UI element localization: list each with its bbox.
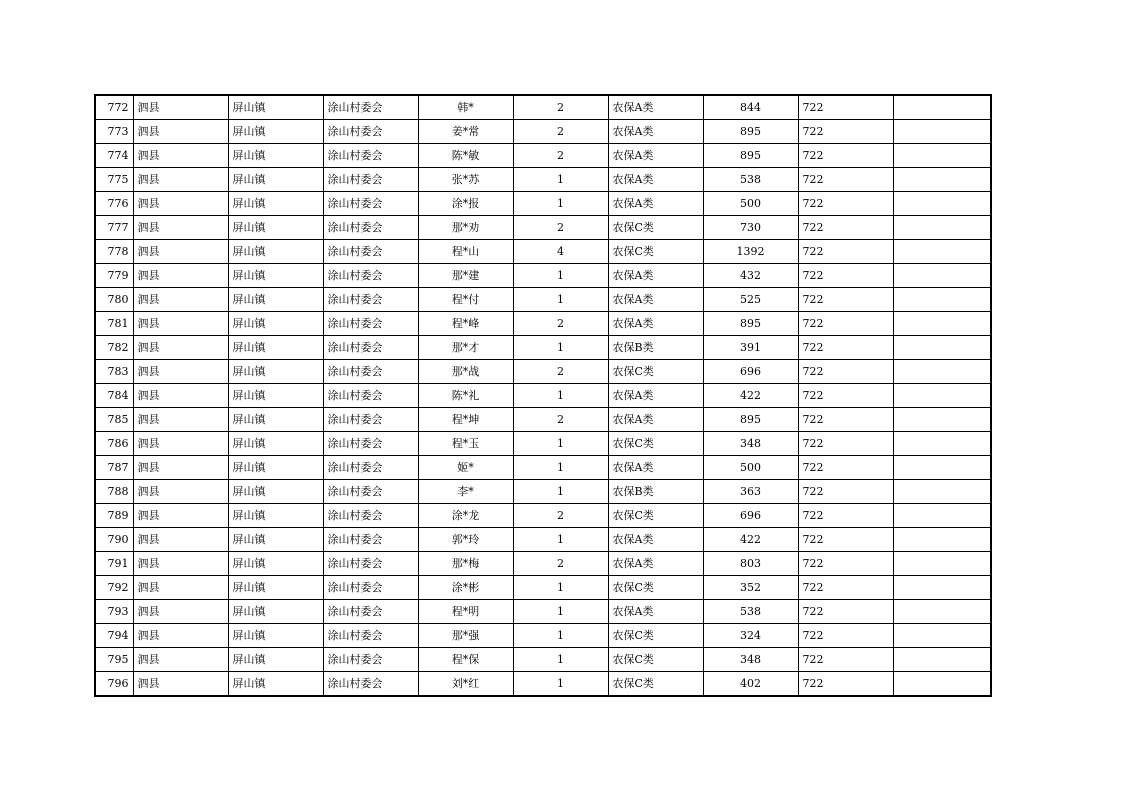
cell-village: 涂山村委会 <box>323 432 418 456</box>
cell-town: 屏山镇 <box>228 480 323 504</box>
cell-standard: 722 <box>798 216 893 240</box>
cell-category: 农保C类 <box>608 672 703 697</box>
cell-amount: 803 <box>703 552 798 576</box>
cell-name: 涂*彬 <box>418 576 513 600</box>
cell-village: 涂山村委会 <box>323 120 418 144</box>
cell-category: 农保A类 <box>608 192 703 216</box>
cell-county: 泗县 <box>133 480 228 504</box>
cell-county: 泗县 <box>133 95 228 120</box>
cell-amount: 402 <box>703 672 798 697</box>
cell-village: 涂山村委会 <box>323 408 418 432</box>
table-row <box>95 480 991 504</box>
cell-county: 泗县 <box>133 408 228 432</box>
cell-town: 屏山镇 <box>228 312 323 336</box>
cell-county: 泗县 <box>133 336 228 360</box>
cell-category: 农保A类 <box>608 120 703 144</box>
cell-standard: 722 <box>798 648 893 672</box>
cell-name: 那*才 <box>418 336 513 360</box>
cell-index: 792 <box>95 576 133 600</box>
table-row <box>95 144 991 168</box>
cell-county: 泗县 <box>133 120 228 144</box>
cell-name: 程*明 <box>418 600 513 624</box>
table-row <box>95 360 991 384</box>
cell-index: 772 <box>95 95 133 120</box>
cell-household-count: 1 <box>513 192 608 216</box>
cell-index: 782 <box>95 336 133 360</box>
cell-household-count: 1 <box>513 432 608 456</box>
cell-amount: 895 <box>703 120 798 144</box>
cell-index: 781 <box>95 312 133 336</box>
cell-household-count: 1 <box>513 624 608 648</box>
cell-standard: 722 <box>798 120 893 144</box>
cell-household-count: 1 <box>513 264 608 288</box>
cell-household-count: 1 <box>513 528 608 552</box>
cell-standard: 722 <box>798 504 893 528</box>
table-row <box>95 432 991 456</box>
cell-county: 泗县 <box>133 360 228 384</box>
cell-amount: 730 <box>703 216 798 240</box>
cell-household-count: 2 <box>513 504 608 528</box>
cell-category: 农保C类 <box>608 576 703 600</box>
cell-index: 789 <box>95 504 133 528</box>
cell-index: 796 <box>95 672 133 697</box>
cell-name: 程*保 <box>418 648 513 672</box>
cell-index: 795 <box>95 648 133 672</box>
cell-village: 涂山村委会 <box>323 624 418 648</box>
cell-name: 涂*龙 <box>418 504 513 528</box>
table-row <box>95 648 991 672</box>
cell-village: 涂山村委会 <box>323 288 418 312</box>
cell-household-count: 1 <box>513 288 608 312</box>
cell-county: 泗县 <box>133 312 228 336</box>
cell-county: 泗县 <box>133 552 228 576</box>
cell-amount: 422 <box>703 528 798 552</box>
cell-household-count: 1 <box>513 672 608 697</box>
cell-village: 涂山村委会 <box>323 528 418 552</box>
cell-category: 农保A类 <box>608 552 703 576</box>
table-row <box>95 384 991 408</box>
cell-town: 屏山镇 <box>228 384 323 408</box>
cell-village: 涂山村委会 <box>323 168 418 192</box>
cell-town: 屏山镇 <box>228 528 323 552</box>
cell-note <box>893 408 991 432</box>
cell-town: 屏山镇 <box>228 336 323 360</box>
cell-category: 农保A类 <box>608 456 703 480</box>
cell-note <box>893 456 991 480</box>
cell-county: 泗县 <box>133 192 228 216</box>
cell-standard: 722 <box>798 672 893 697</box>
cell-village: 涂山村委会 <box>323 576 418 600</box>
cell-county: 泗县 <box>133 264 228 288</box>
table-row <box>95 552 991 576</box>
cell-household-count: 2 <box>513 95 608 120</box>
table-row <box>95 120 991 144</box>
cell-note <box>893 240 991 264</box>
cell-index: 778 <box>95 240 133 264</box>
cell-household-count: 2 <box>513 216 608 240</box>
cell-note <box>893 384 991 408</box>
cell-index: 785 <box>95 408 133 432</box>
cell-note <box>893 120 991 144</box>
cell-county: 泗县 <box>133 288 228 312</box>
cell-amount: 432 <box>703 264 798 288</box>
cell-amount: 696 <box>703 504 798 528</box>
cell-index: 791 <box>95 552 133 576</box>
cell-town: 屏山镇 <box>228 648 323 672</box>
cell-category: 农保A类 <box>608 264 703 288</box>
cell-name: 刘*红 <box>418 672 513 697</box>
cell-county: 泗县 <box>133 456 228 480</box>
cell-note <box>893 288 991 312</box>
cell-name: 那*梅 <box>418 552 513 576</box>
cell-town: 屏山镇 <box>228 672 323 697</box>
cell-name: 姜*常 <box>418 120 513 144</box>
cell-category: 农保A类 <box>608 95 703 120</box>
cell-amount: 391 <box>703 336 798 360</box>
cell-standard: 722 <box>798 240 893 264</box>
cell-note <box>893 576 991 600</box>
cell-category: 农保A类 <box>608 384 703 408</box>
cell-standard: 722 <box>798 336 893 360</box>
cell-amount: 352 <box>703 576 798 600</box>
cell-household-count: 1 <box>513 336 608 360</box>
table-row <box>95 312 991 336</box>
cell-category: 农保C类 <box>608 432 703 456</box>
cell-name: 姬* <box>418 456 513 480</box>
cell-index: 784 <box>95 384 133 408</box>
cell-amount: 348 <box>703 648 798 672</box>
cell-standard: 722 <box>798 600 893 624</box>
cell-standard: 722 <box>798 528 893 552</box>
cell-standard: 722 <box>798 432 893 456</box>
cell-standard: 722 <box>798 168 893 192</box>
cell-index: 794 <box>95 624 133 648</box>
cell-index: 779 <box>95 264 133 288</box>
cell-household-count: 1 <box>513 480 608 504</box>
cell-note <box>893 480 991 504</box>
cell-household-count: 2 <box>513 408 608 432</box>
cell-household-count: 4 <box>513 240 608 264</box>
cell-town: 屏山镇 <box>228 120 323 144</box>
cell-standard: 722 <box>798 624 893 648</box>
cell-name: 韩* <box>418 95 513 120</box>
cell-note <box>893 504 991 528</box>
cell-standard: 722 <box>798 480 893 504</box>
cell-category: 农保A类 <box>608 528 703 552</box>
cell-name: 程*坤 <box>418 408 513 432</box>
cell-name: 那*建 <box>418 264 513 288</box>
cell-household-count: 2 <box>513 360 608 384</box>
cell-name: 程*付 <box>418 288 513 312</box>
table-row <box>95 528 991 552</box>
cell-name: 陈*敏 <box>418 144 513 168</box>
cell-category: 农保A类 <box>608 408 703 432</box>
cell-amount: 500 <box>703 456 798 480</box>
cell-index: 788 <box>95 480 133 504</box>
cell-standard: 722 <box>798 144 893 168</box>
table-row <box>95 240 991 264</box>
table-row <box>95 288 991 312</box>
cell-amount: 422 <box>703 384 798 408</box>
cell-category: 农保C类 <box>608 216 703 240</box>
cell-name: 程*峰 <box>418 312 513 336</box>
cell-note <box>893 168 991 192</box>
cell-index: 780 <box>95 288 133 312</box>
cell-town: 屏山镇 <box>228 216 323 240</box>
table-row <box>95 576 991 600</box>
cell-note <box>893 648 991 672</box>
cell-name: 涂*报 <box>418 192 513 216</box>
cell-town: 屏山镇 <box>228 504 323 528</box>
cell-index: 776 <box>95 192 133 216</box>
cell-town: 屏山镇 <box>228 576 323 600</box>
cell-standard: 722 <box>798 264 893 288</box>
cell-village: 涂山村委会 <box>323 504 418 528</box>
cell-index: 790 <box>95 528 133 552</box>
cell-village: 涂山村委会 <box>323 264 418 288</box>
cell-county: 泗县 <box>133 672 228 697</box>
cell-town: 屏山镇 <box>228 624 323 648</box>
cell-town: 屏山镇 <box>228 192 323 216</box>
cell-note <box>893 312 991 336</box>
cell-standard: 722 <box>798 288 893 312</box>
table-body <box>95 95 991 696</box>
cell-village: 涂山村委会 <box>323 552 418 576</box>
cell-village: 涂山村委会 <box>323 216 418 240</box>
cell-note <box>893 552 991 576</box>
cell-county: 泗县 <box>133 624 228 648</box>
cell-village: 涂山村委会 <box>323 600 418 624</box>
cell-household-count: 2 <box>513 144 608 168</box>
cell-index: 775 <box>95 168 133 192</box>
cell-village: 涂山村委会 <box>323 672 418 697</box>
cell-amount: 844 <box>703 95 798 120</box>
cell-note <box>893 192 991 216</box>
cell-town: 屏山镇 <box>228 432 323 456</box>
cell-standard: 722 <box>798 552 893 576</box>
cell-category: 农保B类 <box>608 336 703 360</box>
cell-village: 涂山村委会 <box>323 192 418 216</box>
cell-household-count: 2 <box>513 312 608 336</box>
cell-household-count: 1 <box>513 576 608 600</box>
cell-index: 783 <box>95 360 133 384</box>
table-row <box>95 216 991 240</box>
cell-name: 那*战 <box>418 360 513 384</box>
cell-category: 农保C类 <box>608 648 703 672</box>
cell-category: 农保A类 <box>608 288 703 312</box>
cell-category: 农保C类 <box>608 504 703 528</box>
cell-name: 那*强 <box>418 624 513 648</box>
cell-village: 涂山村委会 <box>323 336 418 360</box>
cell-town: 屏山镇 <box>228 95 323 120</box>
cell-name: 程*山 <box>418 240 513 264</box>
cell-household-count: 1 <box>513 648 608 672</box>
cell-note <box>893 336 991 360</box>
cell-county: 泗县 <box>133 432 228 456</box>
cell-index: 793 <box>95 600 133 624</box>
cell-standard: 722 <box>798 360 893 384</box>
cell-town: 屏山镇 <box>228 240 323 264</box>
cell-county: 泗县 <box>133 528 228 552</box>
cell-note <box>893 144 991 168</box>
cell-category: 农保A类 <box>608 144 703 168</box>
cell-name: 那*劝 <box>418 216 513 240</box>
cell-name: 张*苏 <box>418 168 513 192</box>
cell-village: 涂山村委会 <box>323 384 418 408</box>
cell-county: 泗县 <box>133 600 228 624</box>
cell-standard: 722 <box>798 384 893 408</box>
cell-county: 泗县 <box>133 648 228 672</box>
cell-note <box>893 95 991 120</box>
cell-amount: 895 <box>703 312 798 336</box>
cell-standard: 722 <box>798 312 893 336</box>
table-row <box>95 95 991 120</box>
cell-standard: 722 <box>798 576 893 600</box>
cell-village: 涂山村委会 <box>323 312 418 336</box>
table-row <box>95 408 991 432</box>
cell-category: 农保C类 <box>608 240 703 264</box>
cell-note <box>893 432 991 456</box>
cell-name: 程*玉 <box>418 432 513 456</box>
cell-amount: 525 <box>703 288 798 312</box>
cell-standard: 722 <box>798 456 893 480</box>
cell-village: 涂山村委会 <box>323 456 418 480</box>
cell-index: 773 <box>95 120 133 144</box>
cell-amount: 500 <box>703 192 798 216</box>
cell-county: 泗县 <box>133 216 228 240</box>
cell-note <box>893 216 991 240</box>
cell-town: 屏山镇 <box>228 144 323 168</box>
table-row <box>95 600 991 624</box>
cell-name: 李* <box>418 480 513 504</box>
cell-standard: 722 <box>798 192 893 216</box>
cell-town: 屏山镇 <box>228 168 323 192</box>
table-row <box>95 192 991 216</box>
cell-standard: 722 <box>798 95 893 120</box>
cell-amount: 538 <box>703 600 798 624</box>
cell-household-count: 2 <box>513 120 608 144</box>
cell-category: 农保A类 <box>608 600 703 624</box>
cell-town: 屏山镇 <box>228 552 323 576</box>
table-row <box>95 336 991 360</box>
cell-category: 农保B类 <box>608 480 703 504</box>
data-table <box>94 94 992 697</box>
table-row <box>95 504 991 528</box>
cell-town: 屏山镇 <box>228 360 323 384</box>
cell-note <box>893 360 991 384</box>
cell-village: 涂山村委会 <box>323 480 418 504</box>
table-row <box>95 264 991 288</box>
cell-amount: 348 <box>703 432 798 456</box>
cell-village: 涂山村委会 <box>323 360 418 384</box>
cell-village: 涂山村委会 <box>323 240 418 264</box>
cell-village: 涂山村委会 <box>323 648 418 672</box>
cell-standard: 722 <box>798 408 893 432</box>
cell-village: 涂山村委会 <box>323 144 418 168</box>
cell-index: 774 <box>95 144 133 168</box>
cell-name: 郭*玲 <box>418 528 513 552</box>
cell-index: 777 <box>95 216 133 240</box>
cell-county: 泗县 <box>133 144 228 168</box>
cell-county: 泗县 <box>133 504 228 528</box>
cell-county: 泗县 <box>133 168 228 192</box>
cell-county: 泗县 <box>133 576 228 600</box>
cell-name: 陈*礼 <box>418 384 513 408</box>
table-row <box>95 624 991 648</box>
cell-category: 农保C类 <box>608 624 703 648</box>
cell-county: 泗县 <box>133 240 228 264</box>
cell-town: 屏山镇 <box>228 288 323 312</box>
cell-amount: 696 <box>703 360 798 384</box>
cell-category: 农保A类 <box>608 168 703 192</box>
cell-amount: 363 <box>703 480 798 504</box>
cell-village: 涂山村委会 <box>323 95 418 120</box>
cell-category: 农保C类 <box>608 360 703 384</box>
cell-town: 屏山镇 <box>228 456 323 480</box>
cell-index: 787 <box>95 456 133 480</box>
cell-index: 786 <box>95 432 133 456</box>
cell-household-count: 2 <box>513 552 608 576</box>
cell-note <box>893 672 991 697</box>
cell-amount: 538 <box>703 168 798 192</box>
cell-county: 泗县 <box>133 384 228 408</box>
cell-household-count: 1 <box>513 600 608 624</box>
cell-household-count: 1 <box>513 384 608 408</box>
cell-note <box>893 528 991 552</box>
cell-note <box>893 624 991 648</box>
cell-note <box>893 264 991 288</box>
table-row <box>95 456 991 480</box>
cell-amount: 895 <box>703 408 798 432</box>
table-row <box>95 168 991 192</box>
cell-household-count: 1 <box>513 456 608 480</box>
cell-town: 屏山镇 <box>228 408 323 432</box>
cell-amount: 895 <box>703 144 798 168</box>
cell-note <box>893 600 991 624</box>
table-row <box>95 672 991 697</box>
cell-town: 屏山镇 <box>228 264 323 288</box>
cell-category: 农保A类 <box>608 312 703 336</box>
cell-amount: 324 <box>703 624 798 648</box>
cell-town: 屏山镇 <box>228 600 323 624</box>
cell-household-count: 1 <box>513 168 608 192</box>
cell-amount: 1392 <box>703 240 798 264</box>
